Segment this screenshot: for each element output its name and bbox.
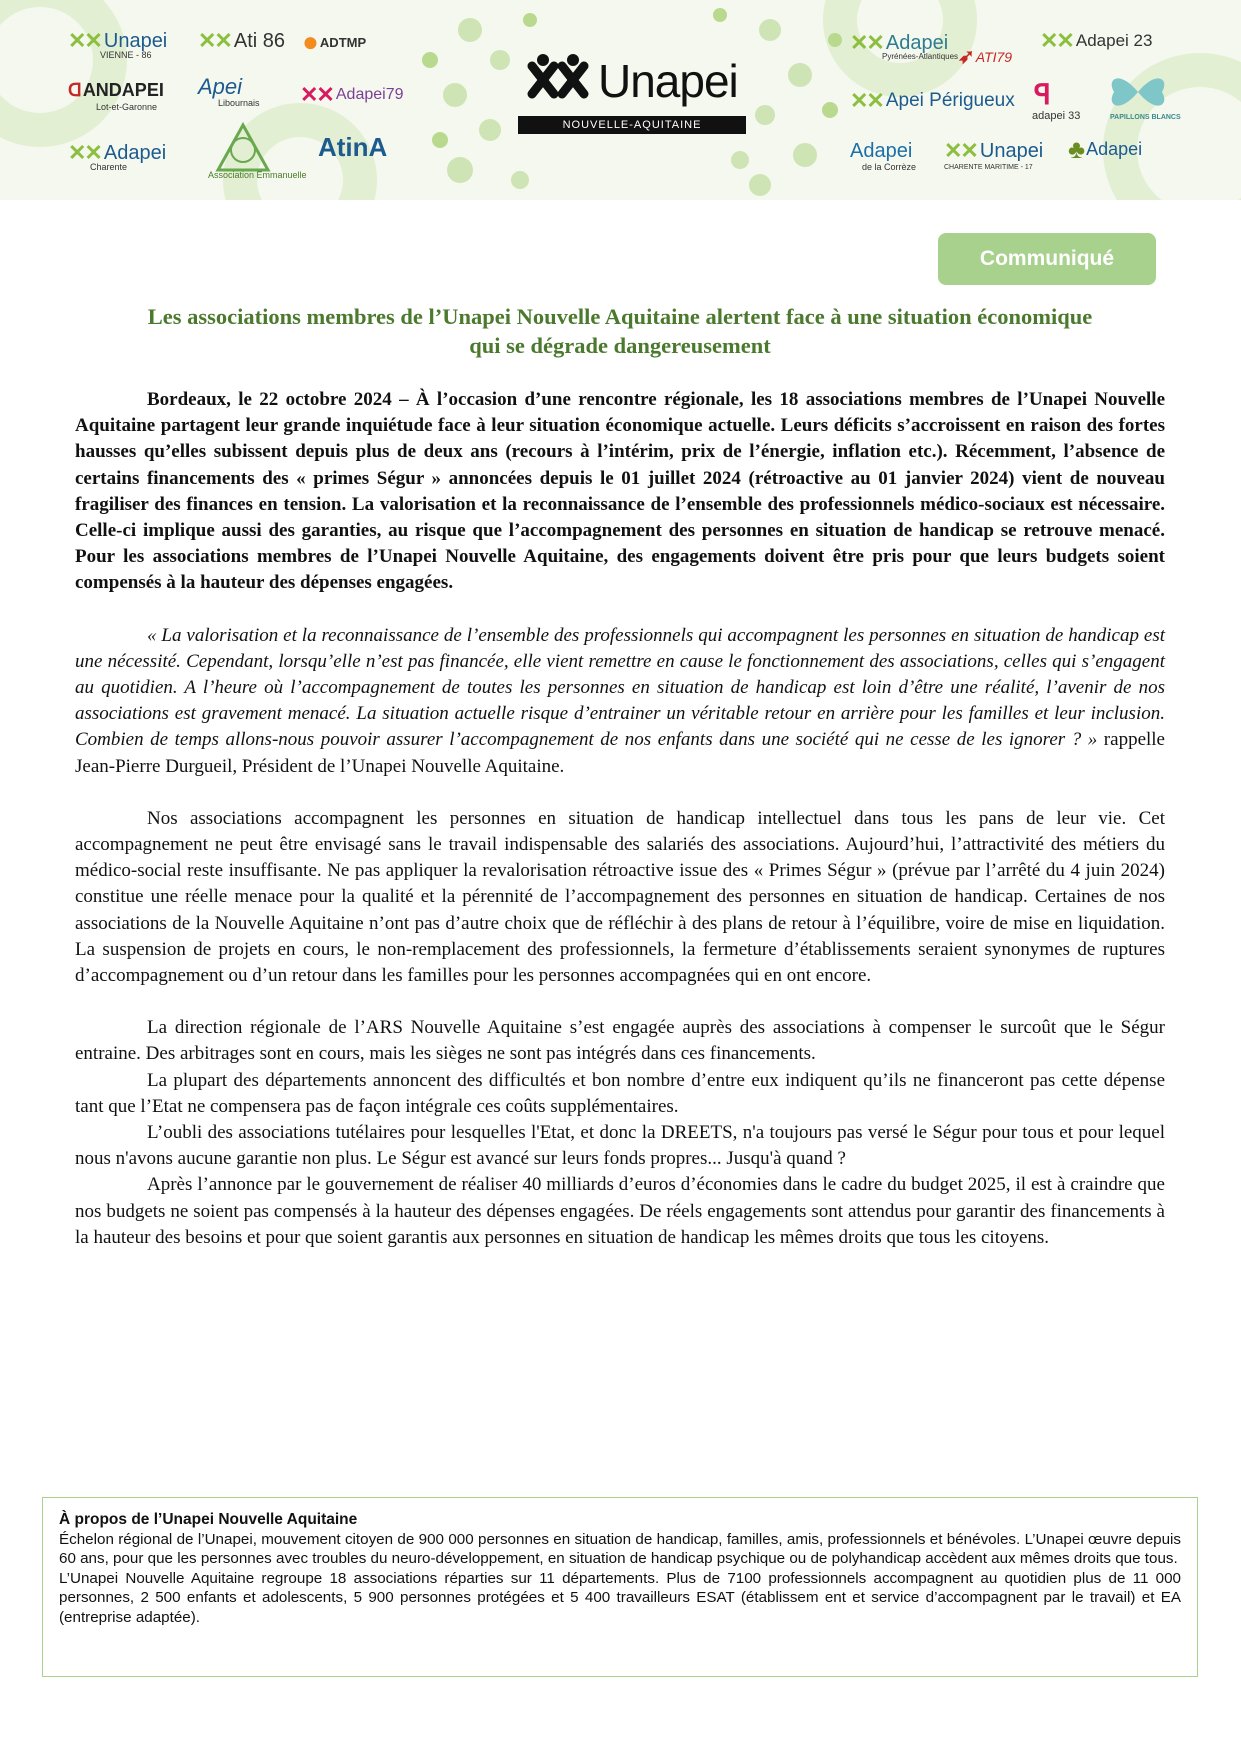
- about-paragraph-1: Échelon régional de l’Unapei, mouvement citoyen de 900 000 personnes en situation de handicap, familles, amis, professionnels et bénévoles. L’Unapei œuvre depuis 60 ans, pour que les personnes avec troubles du neuro-développement, en situation de handicap psychique ou de polyhandicap accèdent aux mêmes droits que tous.: [59, 1530, 1181, 1567]
- about-paragraph-2: L’Unapei Nouvelle Aquitaine regroupe 18 associations réparties sur 11 départements. Plus de 7100 professionnels accompagnent au quotidien plus de 11 000 personnes, 2 500 enfants et adolescents, 5 900 personnes protégées et 5 400 travailleurs ESAT (établissem ent et service d’accompagnent par le travail) et EA (entreprise adaptée).: [59, 1569, 1181, 1626]
- paragraph-3: Nos associations accompagnent les personnes en situation de handicap intellectuel dans tous les pans de leur vie. Cet accompagnement ne peut être envisagé sans le travail indispensable des salariés des associations. Aujourd’hui, l’attractivité des métiers du médico-social reste insuffisante. Ne pas appliquer la revalorisation rétroactive issue des « Primes Ségur » (prévue par l’arrêté du 4 juin 2024) constitue une réelle menace pour la qualité et la pérennité de l’accompagnement des personnes en situation de handicap. Certaines de nos associations de la Nouvelle Aquitaine n’ont pas d’autre choix que de réfléchir à des plans de retour à l’équilibre, voire de mise en liquidation. La suspension de projets en cours, le non-remplacement des professionnels, la fermeture d’établissements seraient synonymes de ruptures d’accompagnement ou d’un retour dans les familles pour les personnes accompagnées qui en ont encore.: [75, 807, 1165, 987]
- logo-andapei: ᗡ ANDAPEI Lot-et-Garonne: [68, 80, 164, 112]
- unapei-emblem-icon: [520, 52, 596, 112]
- logo-adtmp: ● ADTMP: [302, 26, 367, 57]
- lead-paragraph: Bordeaux, le 22 octobre 2024 – À l’occasion d’une rencontre régionale, les 18 associations membres de l’Unapei Nouvelle Aquitaine partagent leur grande inquiétude face à leur situation économique actuelle. Leurs déficits s’accroissent en raison des fortes hausses qu’elles subissent depuis plus de deux ans (recours à l’intérim, prix de l’énergie, inflation etc.). Récemment, l’absence de certains financements des « primes Ségur » annoncées depuis le 01 juillet 2024 (rétroactive au 01 janvier 2024) vient de nouveau fragiliser des finances en tension. La valorisation et la reconnaissance de l’ensemble des professionnels médico-sociaux est nécessaire. Celle-ci implique aussi des garanties, au risque que l’accompagnement des personnes en situation de handicap se retrouve menacé. Pour les associations membres de l’Unapei Nouvelle Aquitaine, des engagements doivent être pris pour que leurs budgets soient compensés à la hauteur des dépenses engagées.: [75, 389, 1165, 594]
- paragraph-6: L’oubli des associations tutélaires pour lesquelles l'Etat, et donc la DREETS, n'a toujours pas versé le Ségur pour tous et pour lequel nous n'avons aucune garantie non plus. Le Ségur est avancé sur leurs fonds propres... Jusqu'à quand ?: [75, 1122, 1165, 1170]
- logo-apei-perigueux: ✕✕ Apei Périgueux: [850, 88, 1015, 113]
- about-heading: À propos de l’Unapei Nouvelle Aquitaine: [59, 1511, 358, 1528]
- logo-adapei-correze: Adapei de la Corrèze: [850, 140, 917, 172]
- logo-unapei-charente-maritime: ✕✕ Unapei CHARENTE MARITIME - 17: [944, 138, 1044, 171]
- quote-text: « La valorisation et la reconnaissance de l’ensemble des professionnels qui accompagnent les personnes en situation de handicap est une nécessité. Cependant, lorsqu’elle n’est pas financée, elle vient remettre en cause le fonctionnement des associations, celles qui s’engagent au quotidien. A l’heure où l’accompagnement de toutes les personnes en situation de handicap est loin d’être une réalité, l’avenir de nos associations est gravement menacé. La situation actuelle risque d’entrainer un véritable retour en arrière pour les familles et leur inclusion. Combien de temps allons-nous pouvoir assurer l’accompagnement de nos enfants dans une société qui ne cesse de les ignorer ? »: [75, 624, 1165, 751]
- emmanuelle-emblem-icon: [208, 120, 278, 172]
- logo-adapei-charente: ✕✕ Adapei Charente: [68, 140, 167, 172]
- center-logo-name: Unapei: [598, 55, 738, 107]
- logo-ati86: ✕✕ Ati 86: [198, 28, 286, 53]
- title-line-1: Les associations membres de l’Unapei Nouvelle Aquitaine alertent face à une situation économique: [147, 304, 1093, 329]
- title-line-2: qui se dégrade dangereusement: [469, 333, 771, 358]
- logo-unapei-vienne: ✕✕ Unapei VIENNE - 86: [68, 28, 168, 60]
- quote-paragraph: [75, 623, 1165, 780]
- logo-atina: AtinA: [318, 132, 388, 162]
- logo-emmanuelle: Association Emmanuelle: [208, 120, 278, 172]
- logo-adapei33: ꟼ adapei 33: [1032, 79, 1081, 122]
- logo-adapei23: ✕✕ Adapei 23: [1040, 28, 1153, 53]
- paragraph-5: La plupart des départements annoncent des difficultés et bon nombre d’entre eux indiquent qu’ils ne financeront pas cette dépense tant que l’Etat ne compensera pas de façon intégrale ces coûts supplémentaires.: [75, 1069, 1165, 1117]
- logo-adapei-landes: ♣ Adapei: [1068, 134, 1143, 164]
- unapei-nouvelle-aquitaine-logo: [518, 48, 746, 138]
- about-box: [42, 1497, 1198, 1677]
- quote-attribution: rappelle Jean-Pierre Durgueil, Président de l’Unapei Nouvelle Aquitaine.: [75, 729, 1165, 777]
- logo-papillons-blancs: PAPILLONS BLANCS: [1106, 70, 1170, 114]
- logo-adapei-pyrenees: ✕✕ Adapei Pyrénées-Atlantiques: [850, 30, 959, 61]
- header-banner: [0, 0, 1241, 200]
- logo-ati79: ➶ ATI79: [958, 46, 1013, 68]
- logo-adapei79: ✕✕ Adapei79: [300, 82, 404, 107]
- communique-badge: Communiqué: [938, 233, 1156, 285]
- center-logo-region: NOUVELLE-AQUITAINE: [518, 116, 746, 134]
- press-release-body: [75, 387, 1165, 1251]
- page-title: [60, 302, 1180, 360]
- paragraph-7: Après l’annonce par le gouvernement de réaliser 40 milliards d’euros d’économies dans le cadre du budget 2025, il est à craindre que nos budgets ne soient pas compensés à la hauteur des dépenses engagées. De réels engagements sont attendus pour garantir des financements à la hauteur des besoins et pour que soient garantis aux personnes en situation de handicap les mêmes droits que tous les citoyens.: [75, 1174, 1165, 1248]
- butterfly-icon: [1106, 70, 1170, 114]
- paragraph-4: La direction régionale de l’ARS Nouvelle Aquitaine s’est engagée auprès des associations à compenser le surcoût que le Ségur entraine. Des arbitrages sont en cours, mais les sièges ne sont pas intégrés dans ces financements.: [75, 1017, 1165, 1065]
- logo-apei-libournais: Apei Libournais: [198, 74, 260, 108]
